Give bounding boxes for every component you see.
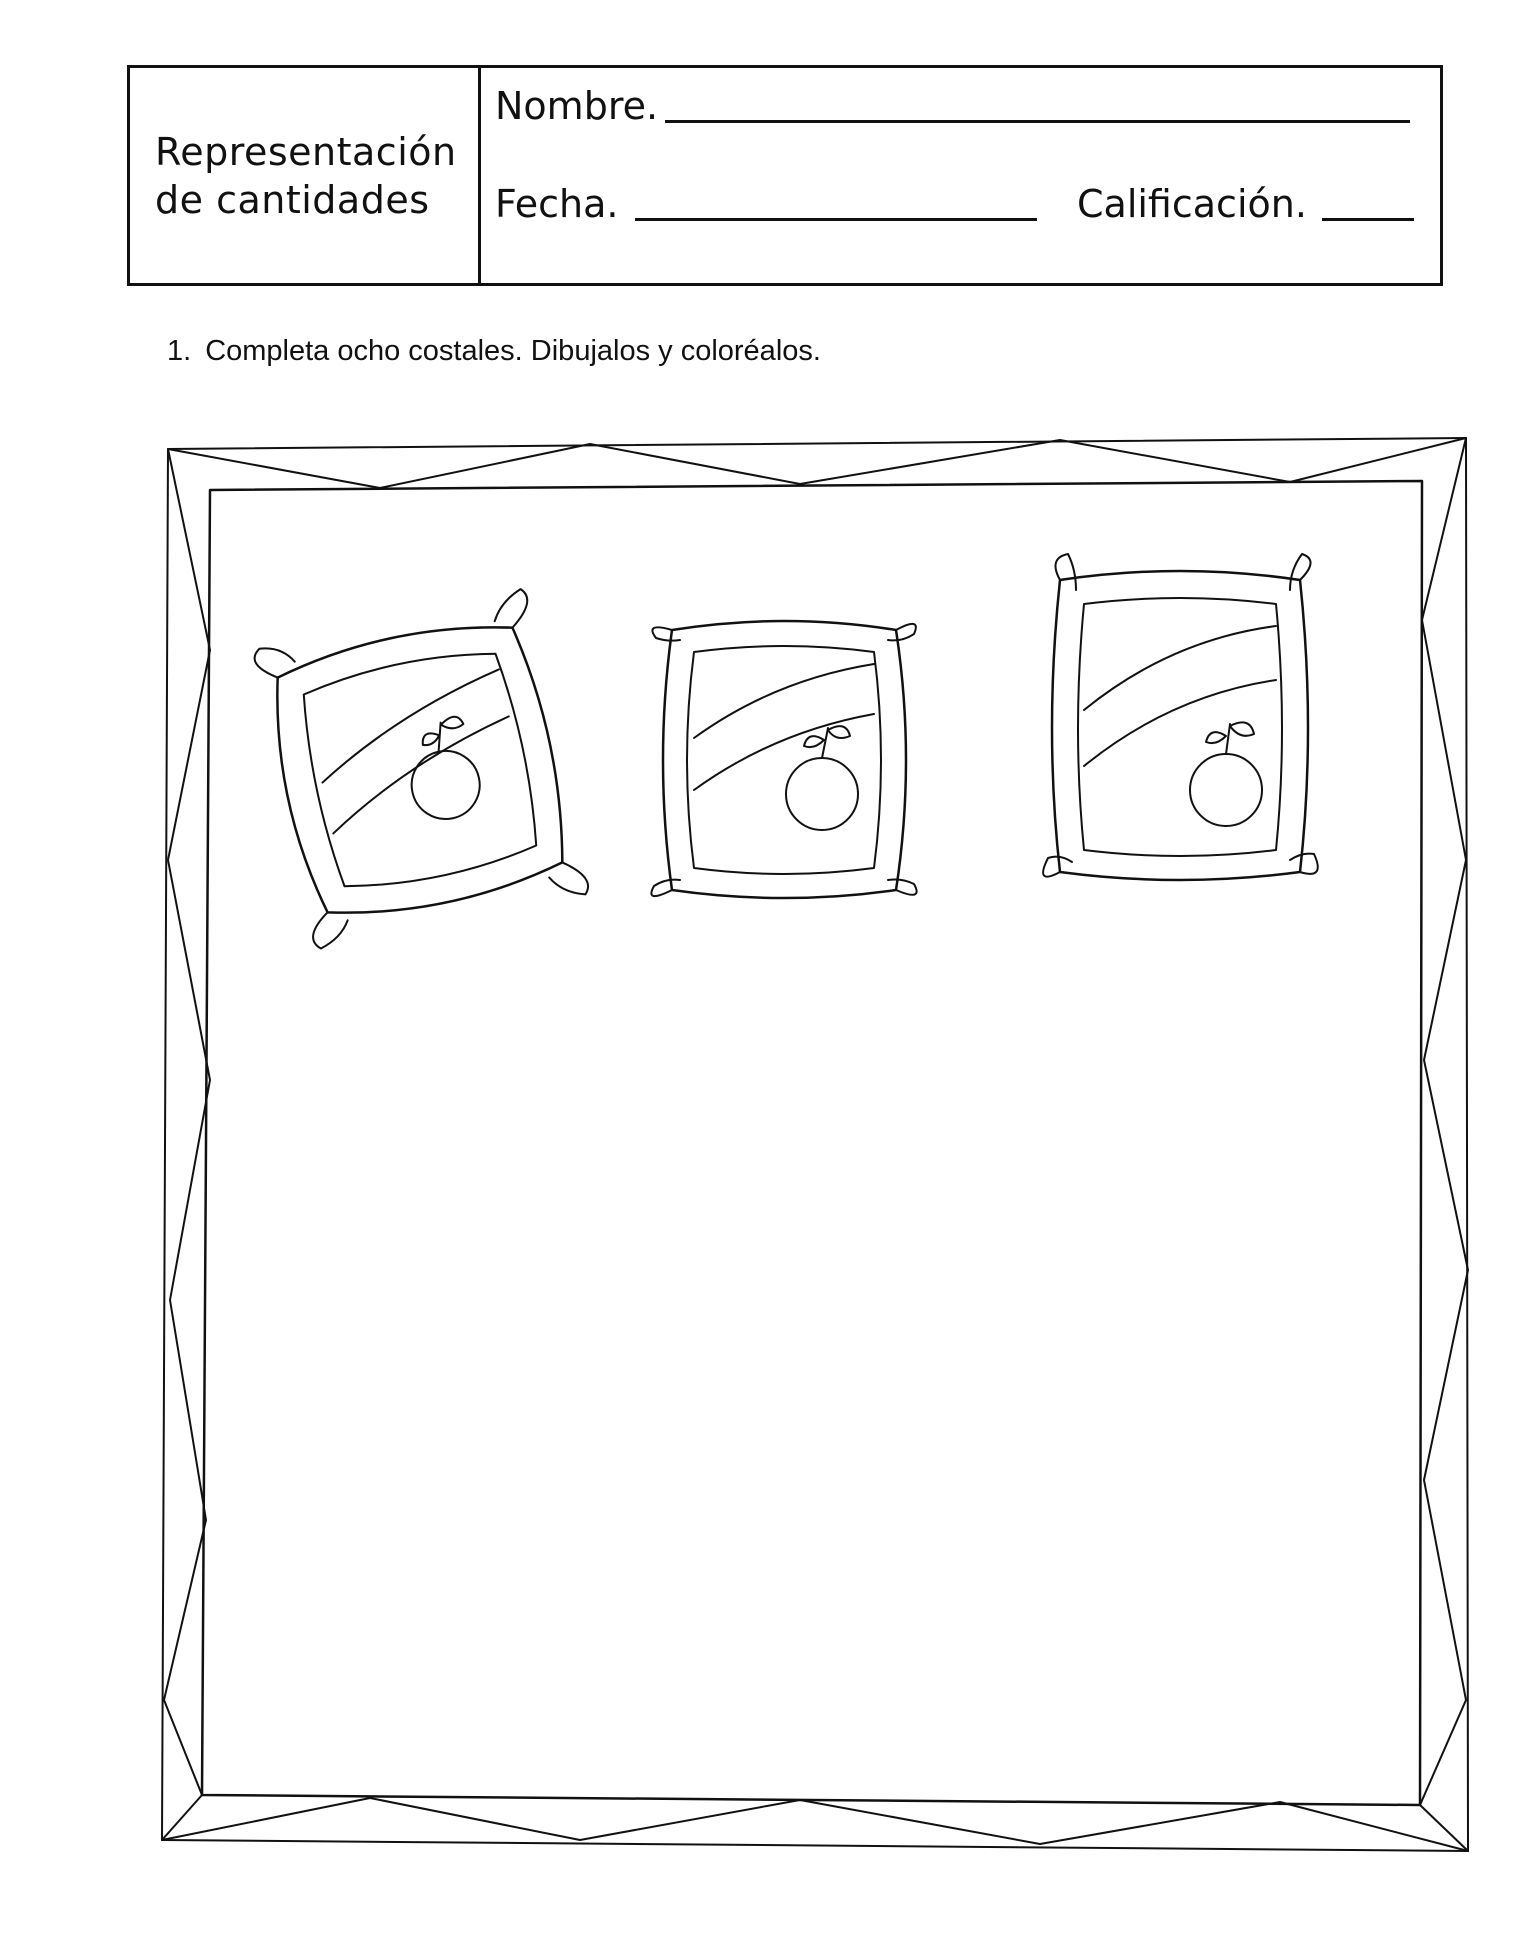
instruction-text: Completa ocho costales. Dibujalos y coloréalos. bbox=[205, 335, 821, 367]
name-label: Nombre. bbox=[495, 84, 659, 128]
top-zigzag-border bbox=[168, 438, 1466, 488]
grade-label: Calificación. bbox=[1077, 182, 1307, 226]
sack-2 bbox=[651, 621, 916, 898]
outer-frame bbox=[162, 438, 1468, 1851]
bottom-zigzag-border bbox=[162, 1798, 1468, 1851]
title-line-1: Representación bbox=[155, 129, 457, 174]
sack-3 bbox=[1043, 554, 1318, 880]
sack-1 bbox=[251, 588, 590, 951]
right-zigzag-border bbox=[1420, 438, 1468, 1851]
title-line-2: de cantidades bbox=[155, 177, 430, 222]
instruction-number: 1. bbox=[167, 335, 192, 367]
date-label: Fecha. bbox=[495, 182, 619, 226]
